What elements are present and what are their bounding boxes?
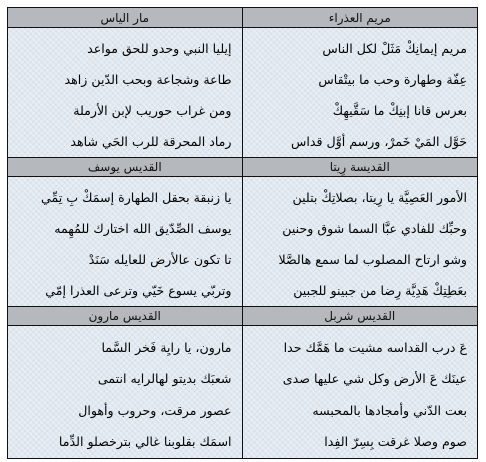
- header-title: مار الياس: [100, 10, 150, 25]
- poem-table: [7, 7, 478, 459]
- verse-block-saint-maron: [8, 326, 243, 458]
- verse-line: ومن غراب حوريب لإبن الأرملة: [73, 102, 232, 118]
- verse-line: مارون، يا رايِة فَخر السَّما: [101, 339, 232, 355]
- verse-line: عصور مرقت، وحروب وأهوال: [78, 402, 232, 418]
- verse-line: وحبِّك للفادي عبَّا السما شوق وحنين: [282, 221, 467, 237]
- header-virgin-mary: [243, 8, 478, 28]
- verse-line: اسمَك بقلوبنا غالي بترخصلو الدِّما: [58, 434, 232, 450]
- verse-line: وتربّي يسوع خَيّي وترعى العذرا إمّي: [45, 282, 232, 298]
- header-mar-elias: [8, 8, 243, 28]
- verse-line: إيليا النبي وحدو للحق مواعد: [87, 41, 232, 57]
- header-title: القديس مارون: [88, 309, 161, 323]
- header-title: القديس يوسف: [87, 160, 162, 174]
- verse-block-virgin-mary: [243, 28, 478, 157]
- verse-block-saint-joseph: [8, 177, 243, 306]
- verse-line: بعت الدّني وأمجادها بالمحبسه: [312, 402, 467, 418]
- verse-block-saint-charbel: [243, 326, 478, 458]
- verse-line: يا زنبقة بحقل الطهارة إسمَكْ بِ تِمِّي: [41, 190, 232, 206]
- verse-line: شعبَك بديتو لهالرايه انتمى: [97, 371, 232, 387]
- header-title: مريم العذراء: [328, 10, 391, 25]
- header-title: القديسة رِيتا: [329, 160, 390, 174]
- verse-line: عَ درب القداسه مشيت ما هَمَّك حدا: [283, 339, 467, 355]
- verse-line: رماد المحرقة للرب الحَي شاهد: [70, 133, 232, 149]
- header-title: القديس شربل: [324, 309, 396, 323]
- verse-line: يوسف الصِّدّيق الله اختارك للمُهِمه: [54, 221, 232, 237]
- verse-line: عِفّة وطهارة وحب ما بيتْقاس: [318, 72, 467, 88]
- verse-line: تا تكون عالأرض للعايله سَنَدْ: [88, 251, 232, 267]
- header-saint-charbel: [243, 306, 478, 326]
- verse-line: طاعة وشجاعة وبحب الدّين زاهد: [64, 72, 232, 88]
- verse-line: وشو ارتاح المصلوب لما سمع هالصَّلا: [278, 251, 467, 267]
- header-saint-joseph: [8, 157, 243, 177]
- verse-line: بعَطِتِكْ هَدِيَّة رِضا من جبينو للجبين: [293, 282, 467, 298]
- verse-line: صوم وصلا غرقت بِسِرّ الفِدا: [324, 434, 467, 450]
- verse-block-mar-elias: [8, 28, 243, 157]
- header-saint-rita: [243, 157, 478, 177]
- header-saint-maron: [8, 306, 243, 326]
- verse-line: مريم إيمانِكْ مَثَلْ لكل الناس: [322, 41, 467, 57]
- verse-line: عينَك عَ الأرض وكل شي عليها صدى: [282, 371, 467, 387]
- verse-line: حَوَّل المَيْ خَمرْ، ورسم أوَّل قداس: [291, 133, 467, 149]
- verse-line: بعرس قانا إبنِكْ ما سَقَّيهِكْ: [332, 102, 467, 118]
- verse-block-saint-rita: [243, 177, 478, 306]
- verse-line: الأمور العَصِيَّة يا رِيتا، بصلاتِكْ بتلين: [292, 190, 467, 206]
